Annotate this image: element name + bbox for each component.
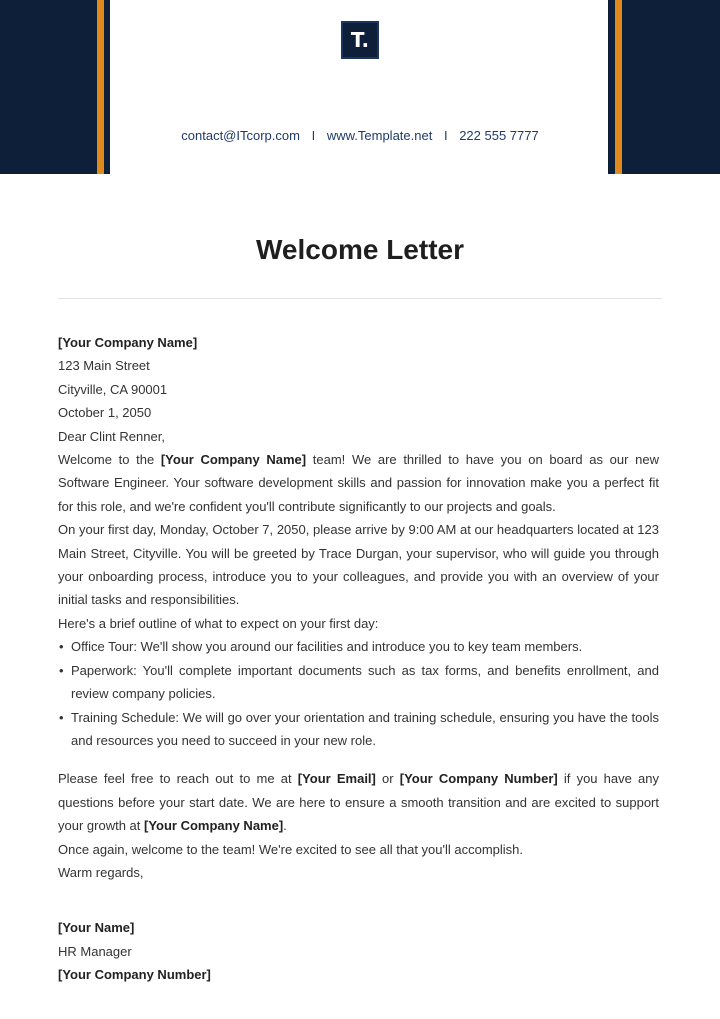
salutation: Dear Clint Renner, — [58, 428, 165, 444]
letter-date: October 1, 2050 — [58, 405, 152, 421]
company-number-placeholder: [Your Company Number] — [399, 771, 558, 787]
sender-city: Cityville, CA 90001 — [58, 381, 168, 397]
contact-email: contact@ITcorp.com — [181, 128, 300, 143]
title-divider — [58, 298, 662, 299]
contact-paragraph-mid: or — [375, 771, 400, 787]
sender-street: 123 Main Street — [58, 358, 150, 374]
contact-paragraph-cont: if you have any questions before your start date. We are here to ensure a smooth transition and are excited to support your growth at — [58, 771, 659, 834]
contact-website: www.Template.net — [326, 128, 433, 143]
signature-spacer — [58, 884, 659, 916]
sender-company: [Your Company Name] — [58, 335, 198, 350]
page-title: Welcome Letter — [256, 234, 464, 265]
spacer — [58, 752, 659, 767]
closing-phrase: Warm regards, — [58, 864, 144, 880]
list-item-text: Paperwork: You'll complete important documents such as tax forms, and benefits enrollment, and review company policies. — [71, 662, 659, 702]
contact-separator: I — [311, 128, 316, 143]
signature-number: [Your Company Number] — [58, 967, 211, 983]
first-day-outline — [58, 635, 659, 752]
contact-line — [0, 128, 720, 143]
contact-separator: I — [443, 128, 448, 143]
company-placeholder: [Your Company Name] — [144, 818, 284, 834]
right-header-band — [608, 0, 720, 174]
contact-paragraph — [58, 767, 659, 837]
left-orange-stripe — [97, 0, 104, 174]
closing-paragraph: Once again, welcome to the team! We're excited to see all that you'll accomplish. — [58, 841, 524, 857]
outline-intro: Here's a brief outline of what to expect on your first day: — [58, 615, 379, 631]
company-placeholder: [Your Company Name] — [160, 452, 307, 468]
welcome-paragraph-start: Welcome to the — [58, 452, 161, 468]
list-item-text: Training Schedule: We will go over your orientation and training schedule, ensuring you have the tools and resources you need to succeed in your new role. — [71, 709, 659, 748]
list-item-text: Office Tour: We'll show you around our facilities and introduce you to key team members. — [71, 639, 583, 655]
email-placeholder: [Your Email] — [297, 771, 376, 787]
left-header-band — [0, 0, 110, 174]
company-logo: T. — [341, 21, 379, 59]
bullet-icon: • — [59, 662, 64, 678]
contact-phone: 222 555 7777 — [459, 128, 539, 143]
bullet-icon: • — [59, 709, 64, 725]
contact-paragraph-end: . — [283, 818, 287, 834]
signature-name: [Your Name] — [58, 920, 135, 936]
first-day-paragraph: On your first day, Monday, October 7, 2050, please arrive by 9:00 AM at our headquarters located at 123 Main Street, Cityville. You will be greeted by Trace Durgan, your supervisor, who will guide you through your onboarding process, introduce you to your colleagues, and provide you with an overview of your initial tasks and responsibilities. — [58, 522, 659, 608]
list-item — [58, 659, 659, 706]
contact-paragraph-start: Please feel free to reach out to me at — [58, 771, 298, 787]
welcome-paragraph-end: team! We are thrilled to have you on board as our new Software Engineer. Your software development skills and passion for innovation make you a perfect fit for this role, and we're confident you'll contribute significantly to our projects and goals. — [58, 452, 659, 514]
signature-role: HR Manager — [58, 943, 132, 959]
list-item — [58, 706, 659, 753]
bullet-icon: • — [59, 639, 64, 655]
welcome-paragraph — [58, 448, 659, 518]
right-orange-stripe — [615, 0, 622, 174]
letterhead — [0, 0, 720, 174]
letter-body — [58, 331, 659, 987]
list-item — [58, 635, 659, 658]
